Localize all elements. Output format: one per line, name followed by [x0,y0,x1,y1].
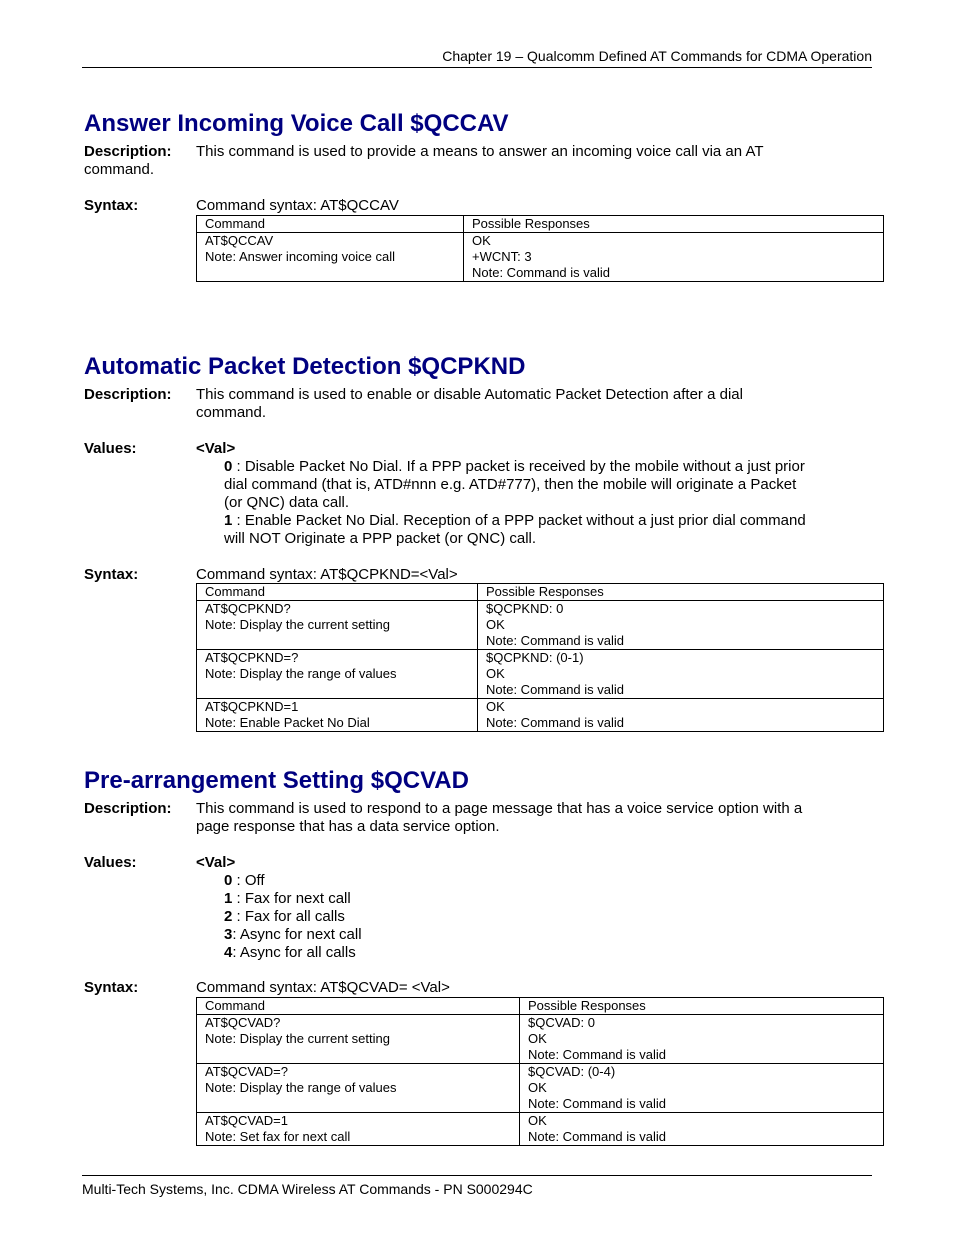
response-cell [464,233,884,282]
response-line: Note: Command is valid [528,1047,666,1062]
value-desc: : Fax for next call [232,890,351,907]
response-line: Note: Command is valid [486,633,624,648]
value-desc: : Async for all calls [232,944,356,961]
section-title-qcpknd: Automatic Packet Detection $QCPKND [84,353,526,380]
column-header-responses: Possible Responses [478,584,884,601]
table-row [197,1015,884,1064]
response-line: OK [528,1031,547,1046]
value-desc: : Disable Packet No Dial. If a PPP packet is received by the mobile without a just prior [232,458,805,475]
response-line: OK [486,666,505,681]
value-option-0 [224,458,805,476]
command-cell [197,699,478,732]
command-table-qcvad [196,997,884,1146]
page-header [82,46,872,68]
response-cell [478,650,884,699]
description-label: Description: [84,143,172,160]
section-title-qccav: Answer Incoming Voice Call $QCCAV [84,110,509,137]
description-text-cont: command. [84,161,155,178]
command-note: Note: Display the current setting [205,1031,390,1046]
value-key: 0 [224,458,233,475]
command-text: AT$QCCAV [205,233,274,248]
value-option-1-cont: will NOT Originate a PPP packet (or QNC) call. [224,530,537,547]
val-parameter: <Val> [196,854,236,871]
response-line: $QCVAD: 0 [528,1015,595,1030]
command-note: Note: Answer incoming voice call [205,249,396,264]
values-label: Values: [84,854,137,871]
val-parameter: <Val> [196,440,236,457]
value-option-0 [224,872,265,890]
response-line: $QCPKND: 0 [486,601,564,616]
table-row [197,1113,884,1146]
value-desc: : Async for next call [232,926,362,943]
column-header-command: Command [197,998,520,1015]
values-label: Values: [84,440,137,457]
response-line: OK [528,1113,547,1128]
response-cell [520,1064,884,1113]
response-cell [520,1113,884,1146]
chapter-title: Chapter 19 – Qualcomm Defined AT Commands for CDMA Operation [442,48,872,64]
command-note: Note: Enable Packet No Dial [205,715,370,730]
command-table-qcpknd [196,583,884,732]
description-label: Description: [84,386,172,403]
column-header-command: Command [197,216,464,233]
command-table-qccav [196,215,884,282]
response-line: +WCNT: 3 [472,249,532,264]
response-line: Note: Command is valid [486,715,624,730]
command-text: AT$QCVAD? [205,1015,281,1030]
description-text: This command is used to provide a means to answer an incoming voice call via an AT [196,143,764,160]
command-text: AT$QCVAD=? [205,1064,288,1079]
syntax-label: Syntax: [84,566,139,583]
column-header-command: Command [197,584,478,601]
syntax-label: Syntax: [84,197,139,214]
table-header-row [197,998,884,1015]
command-cell [197,1113,520,1146]
command-note: Note: Display the range of values [205,1080,397,1095]
description-text: This command is used to enable or disable Automatic Packet Detection after a dial [196,386,743,403]
command-syntax: Command syntax: AT$QCPKND=<Val> [196,566,458,583]
description-text-cont: page response that has a data service option. [196,818,500,835]
value-option-1 [224,512,806,530]
command-cell [197,601,478,650]
syntax-label: Syntax: [84,979,139,996]
response-line: $QCVAD: (0-4) [528,1064,616,1079]
value-option-0-cont: (or QNC) data call. [224,494,350,511]
command-note: Note: Set fax for next call [205,1129,351,1144]
response-cell [478,601,884,650]
value-key: 1 [224,512,233,529]
response-line: OK [472,233,491,248]
value-key: 0 [224,872,233,889]
response-line: Note: Command is valid [472,265,610,280]
footer-text: Multi-Tech Systems, Inc. CDMA Wireless AT Commands - PN S000294C [82,1181,533,1197]
column-header-responses: Possible Responses [464,216,884,233]
table-row [197,699,884,732]
response-line: OK [486,617,505,632]
response-cell [520,1015,884,1064]
command-text: AT$QCPKND=? [205,650,299,665]
command-cell [197,650,478,699]
table-header-row [197,216,884,233]
page-footer [82,1175,872,1199]
command-cell [197,233,464,282]
value-desc: : Off [232,872,265,889]
command-text: AT$QCPKND=1 [205,699,299,714]
value-key: 1 [224,890,233,907]
response-line: $QCPKND: (0-1) [486,650,584,665]
value-option-2 [224,908,345,926]
section-title-qcvad: Pre-arrangement Setting $QCVAD [84,767,469,794]
value-option-4 [224,944,356,962]
table-row [197,601,884,650]
response-line: OK [486,699,505,714]
command-cell [197,1064,520,1113]
command-cell [197,1015,520,1064]
command-text: AT$QCPKND? [205,601,291,616]
value-desc: : Fax for all calls [232,908,345,925]
description-text: This command is used to respond to a page message that has a voice service option with a [196,800,803,817]
description-label: Description: [84,800,172,817]
column-header-responses: Possible Responses [520,998,884,1015]
table-row [197,1064,884,1113]
response-line: Note: Command is valid [528,1129,666,1144]
command-text: AT$QCVAD=1 [205,1113,288,1128]
description-text-cont: command. [196,404,267,421]
command-syntax: Command syntax: AT$QCCAV [196,197,399,214]
value-key: 3 [224,926,233,943]
response-line: Note: Command is valid [486,682,624,697]
value-key: 4 [224,944,233,961]
response-line: Note: Command is valid [528,1096,666,1111]
response-cell [478,699,884,732]
command-syntax: Command syntax: AT$QCVAD= <Val> [196,979,450,996]
value-desc: : Enable Packet No Dial. Reception of a PPP packet without a just prior dial command [232,512,806,529]
value-key: 2 [224,908,233,925]
value-option-0-cont: dial command (that is, ATD#nnn e.g. ATD#777), then the mobile will originate a Packet [224,476,797,493]
command-note: Note: Display the range of values [205,666,397,681]
response-line: OK [528,1080,547,1095]
value-option-3 [224,926,362,944]
table-header-row [197,584,884,601]
table-row [197,233,884,282]
command-note: Note: Display the current setting [205,617,390,632]
table-row [197,650,884,699]
value-option-1 [224,890,351,908]
